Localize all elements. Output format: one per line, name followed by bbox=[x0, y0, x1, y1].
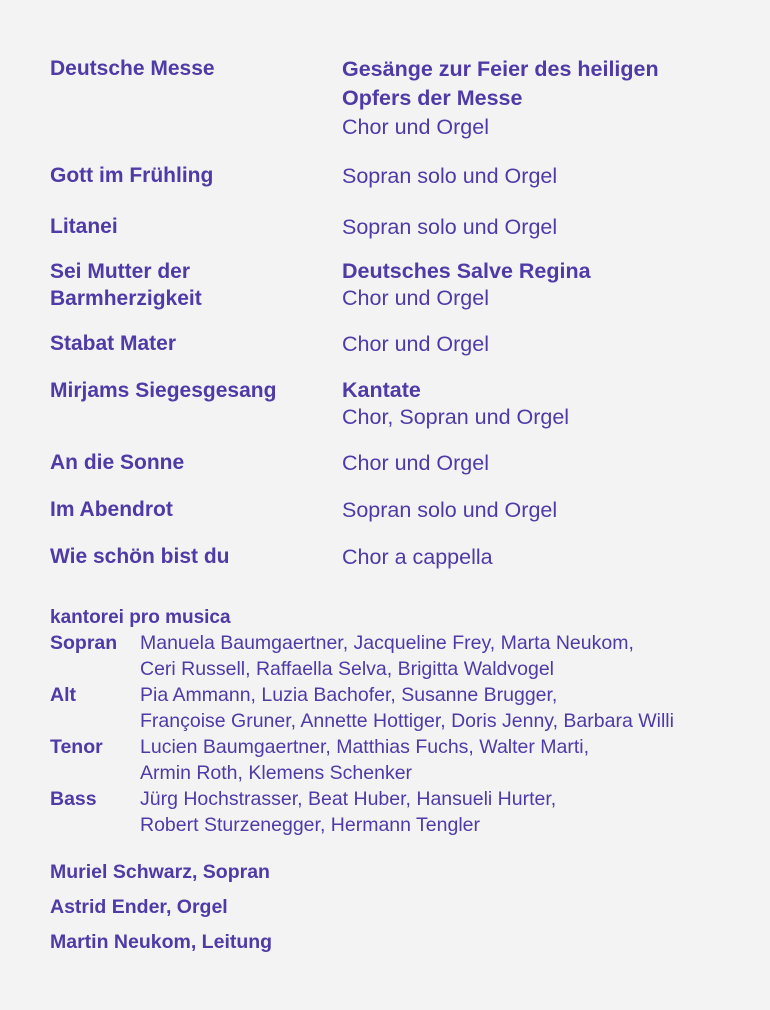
voice-members bbox=[140, 630, 760, 682]
member-line: Jürg Hochstrasser, Beat Huber, Hansueli Hurter, bbox=[140, 788, 557, 810]
piece-instrumentation: Chor, Sopran und Orgel bbox=[342, 405, 570, 429]
piece-title: Gott im Frühling bbox=[50, 164, 214, 187]
member-line: Françoise Gruner, Annette Hottiger, Doris Jenny, Barbara Willi bbox=[140, 710, 674, 732]
piece-title: Litanei bbox=[50, 215, 118, 238]
voice-section bbox=[50, 786, 760, 838]
piece-detail bbox=[342, 330, 742, 359]
voice-members bbox=[140, 786, 760, 838]
piece-detail bbox=[342, 496, 742, 525]
piece-instrumentation: Sopran solo und Orgel bbox=[342, 164, 558, 188]
member-line: Robert Sturzenegger, Hermann Tengler bbox=[140, 814, 481, 836]
voice-label: Tenor bbox=[50, 736, 103, 758]
program-item bbox=[50, 213, 750, 242]
member-line: Manuela Baumgaertner, Jacqueline Frey, Marta Neukom, bbox=[140, 632, 634, 654]
piece-instrumentation: Chor und Orgel bbox=[342, 115, 489, 139]
piece-detail bbox=[342, 449, 742, 478]
voice-label: Alt bbox=[50, 684, 76, 706]
voice-section bbox=[50, 630, 760, 682]
choir-name: kantorei pro musica bbox=[50, 607, 231, 628]
program-item bbox=[50, 449, 750, 478]
piece-title-line: Sei Mutter der bbox=[50, 260, 191, 283]
piece-title: Wie schön bist du bbox=[50, 545, 230, 568]
piece-title: An die Sonne bbox=[50, 451, 185, 474]
piece-instrumentation: Chor und Orgel bbox=[342, 332, 489, 356]
piece-instrumentation: Sopran solo und Orgel bbox=[342, 215, 558, 239]
piece-subtitle: Opfers der Messe bbox=[342, 86, 523, 110]
performer-credits bbox=[50, 860, 272, 965]
piece-detail bbox=[342, 213, 742, 242]
piece-detail bbox=[342, 258, 742, 312]
piece-subtitle: Deutsches Salve Regina bbox=[342, 259, 591, 283]
program-item bbox=[50, 543, 750, 572]
piece-title bbox=[50, 258, 342, 312]
piece-title-line: Barmherzigkeit bbox=[50, 287, 202, 310]
choir-roster bbox=[50, 606, 760, 838]
piece-subtitle: Kantate bbox=[342, 378, 421, 402]
piece-detail bbox=[342, 162, 742, 191]
voice-section bbox=[50, 734, 760, 786]
credit-soloist: Muriel Schwarz, Sopran bbox=[50, 861, 270, 883]
program-item bbox=[50, 496, 750, 525]
piece-title: Stabat Mater bbox=[50, 332, 177, 355]
piece-detail bbox=[342, 377, 742, 431]
member-line: Pia Ammann, Luzia Bachofer, Susanne Brugger, bbox=[140, 684, 558, 706]
credit-conductor: Martin Neukom, Leitung bbox=[50, 931, 273, 953]
piece-title: Mirjams Siegesgesang bbox=[50, 379, 277, 402]
voice-members bbox=[140, 682, 760, 734]
member-line: Armin Roth, Klemens Schenker bbox=[140, 762, 413, 784]
piece-instrumentation: Sopran solo und Orgel bbox=[342, 498, 558, 522]
member-line: Lucien Baumgaertner, Matthias Fuchs, Walter Marti, bbox=[140, 736, 590, 758]
program-list bbox=[50, 55, 750, 572]
member-line: Ceri Russell, Raffaella Selva, Brigitta Waldvogel bbox=[140, 658, 555, 680]
program-item bbox=[50, 162, 750, 191]
credit-organist: Astrid Ender, Orgel bbox=[50, 896, 228, 918]
voice-label: Sopran bbox=[50, 632, 118, 654]
piece-detail bbox=[342, 543, 742, 572]
voice-members bbox=[140, 734, 760, 786]
piece-detail bbox=[342, 55, 742, 142]
program-item bbox=[50, 377, 750, 431]
piece-title: Im Abendrot bbox=[50, 498, 173, 521]
piece-title: Deutsche Messe bbox=[50, 57, 215, 80]
program-item bbox=[50, 258, 750, 312]
piece-instrumentation: Chor und Orgel bbox=[342, 286, 489, 310]
voice-section bbox=[50, 682, 760, 734]
voice-label: Bass bbox=[50, 788, 97, 810]
piece-instrumentation: Chor a cappella bbox=[342, 545, 493, 569]
piece-subtitle: Gesänge zur Feier des heiligen bbox=[342, 57, 659, 81]
program-item bbox=[50, 55, 750, 142]
piece-instrumentation: Chor und Orgel bbox=[342, 451, 489, 475]
program-item bbox=[50, 330, 750, 359]
